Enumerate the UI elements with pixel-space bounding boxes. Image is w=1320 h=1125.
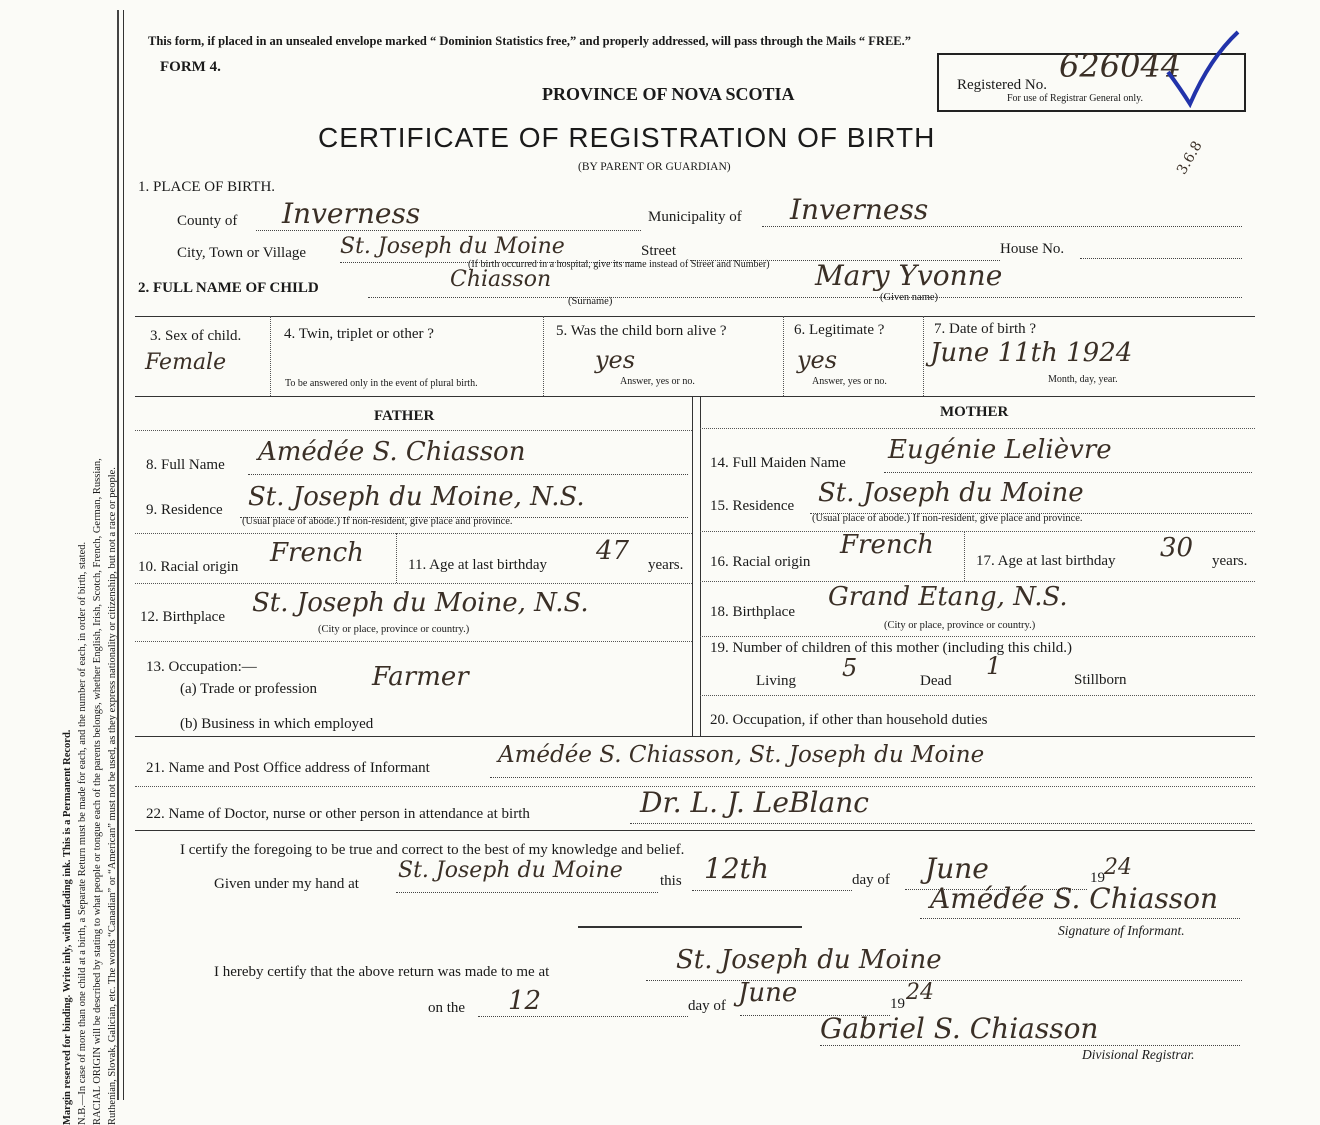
father-name-line bbox=[248, 474, 688, 475]
registrar-use-note: For use of Registrar General only. bbox=[1007, 93, 1143, 104]
given-under-label: Given under my hand at bbox=[214, 876, 359, 892]
top-notice: This form, if placed in an unsealed envelope marked “ Dominion Statistics free,” and properly addressed, will pass through the Mails “ FREE.” bbox=[148, 34, 912, 48]
hospital-note: (If birth occurred in a hospital, give its name instead of Street and Number) bbox=[468, 259, 770, 270]
city-label: City, Town or Village bbox=[177, 245, 307, 261]
mother-name: Eugénie Lelièvre bbox=[888, 435, 1112, 465]
cell-divider bbox=[964, 531, 965, 581]
section-rule bbox=[700, 531, 1255, 532]
certify-year: 24 bbox=[1104, 855, 1132, 880]
registrar-day-line bbox=[478, 1016, 688, 1017]
mother-residence-label: 15. Residence bbox=[710, 498, 795, 514]
father-residence-label: 9. Residence bbox=[146, 502, 223, 518]
mother-age: 30 bbox=[1160, 533, 1194, 563]
father-birthplace-note: (City or place, province or country.) bbox=[318, 624, 470, 635]
registrar-place: St. Joseph du Moine bbox=[676, 945, 942, 975]
twin-label: 4. Twin, triplet or other ? bbox=[284, 326, 434, 342]
sex-label: 3. Sex of child. bbox=[150, 328, 242, 344]
alive-note: Answer, yes or no. bbox=[620, 376, 695, 387]
section-rule bbox=[700, 428, 1255, 429]
registered-no-label: Registered No. bbox=[957, 77, 1047, 93]
mother-years-label: years. bbox=[1212, 553, 1248, 569]
row-rule bbox=[135, 736, 1255, 737]
cell-divider bbox=[783, 316, 784, 396]
section-rule bbox=[135, 533, 692, 534]
registrar-year: 24 bbox=[906, 980, 934, 1005]
cell-divider bbox=[923, 316, 924, 396]
cell-divider bbox=[270, 316, 271, 396]
dead-count: 1 bbox=[986, 652, 1002, 680]
informant-signature-line bbox=[920, 918, 1240, 919]
place-of-birth-label: 1. PLACE OF BIRTH. bbox=[138, 179, 276, 195]
street-label: Street bbox=[641, 243, 676, 259]
mother-name-line bbox=[884, 472, 1252, 473]
mother-age-label: 17. Age at last birthday bbox=[976, 553, 1116, 569]
mother-race: French bbox=[840, 530, 934, 560]
mother-birthplace: Grand Etang, N.S. bbox=[828, 582, 1068, 612]
mother-heading: MOTHER bbox=[940, 404, 1009, 420]
margin-line: Ruthenian, Slovak, Galician, etc. The words “Canadian” or “American” must not be used, as they express nationality or citizenship, but not a race or people. bbox=[107, 467, 118, 1125]
doctor-value: Dr. L. J. LeBlanc bbox=[640, 786, 869, 819]
mother-residence: St. Joseph du Moine bbox=[818, 478, 1084, 508]
doctor-line bbox=[630, 823, 1252, 824]
section-rule bbox=[135, 583, 692, 584]
house-no-label: House No. bbox=[1000, 241, 1065, 257]
father-age: 47 bbox=[596, 536, 630, 566]
mother-birthplace-label: 18. Birthplace bbox=[710, 604, 795, 620]
trade-label: (a) Trade or profession bbox=[180, 681, 318, 697]
father-name-label: 8. Full Name bbox=[146, 457, 225, 473]
mother-name-label: 14. Full Maiden Name bbox=[710, 455, 846, 471]
municipality-line bbox=[762, 226, 1242, 227]
occupation-label: 13. Occupation:— bbox=[146, 659, 257, 675]
child-surname: Chiasson bbox=[450, 267, 552, 292]
margin-instructions bbox=[60, 45, 120, 1125]
child-name-line bbox=[368, 297, 1242, 298]
stillborn-label: Stillborn bbox=[1074, 672, 1127, 688]
doctor-label: 22. Name of Doctor, nurse or other person in attendance at birth bbox=[146, 806, 530, 822]
cell-divider bbox=[396, 533, 397, 583]
city-value: St. Joseph du Moine bbox=[340, 234, 565, 259]
legitimate-value: yes bbox=[797, 346, 838, 374]
row-rule bbox=[135, 396, 1255, 397]
municipality-value: Inverness bbox=[790, 193, 929, 226]
margin-rule bbox=[123, 10, 124, 1100]
margin-line: RACIAL ORIGIN will be described by stating to what people or tongue each of the parents belongs, whether English, Irish, Scotch, French, German, Russian, bbox=[92, 458, 103, 1125]
given-place: St. Joseph du Moine bbox=[398, 858, 623, 883]
mother-birthplace-note: (City or place, province or country.) bbox=[884, 620, 1036, 631]
certify-text: I certify the foregoing to be true and correct to the best of my knowledge and belief. bbox=[180, 842, 685, 858]
cell-divider bbox=[543, 316, 544, 396]
registrar-day: 12 bbox=[508, 986, 542, 1016]
father-residence: St. Joseph du Moine, N.S. bbox=[248, 482, 585, 512]
this-label: this bbox=[660, 873, 682, 889]
house-no-line bbox=[1080, 258, 1242, 259]
county-label: County of bbox=[177, 213, 238, 229]
father-years-label: years. bbox=[648, 557, 684, 573]
year-prefix: 19 bbox=[1090, 870, 1105, 886]
page-title: CERTIFICATE OF REGISTRATION OF BIRTH bbox=[318, 122, 936, 153]
date-note: Month, day, year. bbox=[1048, 374, 1118, 385]
day-line bbox=[692, 890, 852, 891]
children-count-label: 19. Number of children of this mother (including this child.) bbox=[710, 640, 1073, 656]
father-race-label: 10. Racial origin bbox=[138, 559, 239, 575]
living-label: Living bbox=[756, 673, 796, 689]
registrar-signature: Gabriel S. Chiasson bbox=[820, 1012, 1099, 1045]
alive-label: 5. Was the child born alive ? bbox=[556, 323, 727, 339]
registrar-signature-line bbox=[820, 1045, 1240, 1046]
legitimate-note: Answer, yes or no. bbox=[812, 376, 887, 387]
page-subtitle: (BY PARENT OR GUARDIAN) bbox=[578, 161, 731, 173]
county-line bbox=[256, 230, 641, 231]
province-heading: PROVINCE OF NOVA SCOTIA bbox=[542, 84, 795, 104]
surname-label: (Surname) bbox=[568, 296, 613, 307]
column-divider bbox=[692, 396, 693, 736]
given-place-line bbox=[396, 892, 658, 893]
dead-label: Dead bbox=[920, 673, 952, 689]
business-label: (b) Business in which employed bbox=[180, 716, 374, 732]
corner-mark: 3.6.8 bbox=[1173, 138, 1206, 178]
form-number: FORM 4. bbox=[160, 59, 221, 75]
mother-race-label: 16. Racial origin bbox=[710, 554, 811, 570]
separator-rule bbox=[578, 926, 802, 928]
checkmark-icon bbox=[1160, 28, 1240, 108]
on-the-label: on the bbox=[428, 1000, 466, 1016]
municipality-label: Municipality of bbox=[648, 209, 742, 225]
registrar-month: June bbox=[738, 978, 798, 1008]
registrar-certify-text: I hereby certify that the above return was made to me at bbox=[214, 964, 550, 980]
informant-signature: Amédée S. Chiasson bbox=[930, 882, 1219, 915]
row-rule bbox=[135, 830, 1255, 831]
father-birthplace: St. Joseph du Moine, N.S. bbox=[252, 588, 589, 618]
row-rule bbox=[135, 316, 1255, 317]
section-rule bbox=[700, 695, 1255, 696]
father-trade: Farmer bbox=[372, 662, 469, 692]
child-given-name: Mary Yvonne bbox=[815, 259, 1003, 292]
living-count: 5 bbox=[842, 654, 858, 682]
registrar-year-prefix: 19 bbox=[890, 996, 905, 1012]
margin-line: Margin reserved for binding. Write inly, with unfading ink. This is a Permanent Record. bbox=[62, 729, 73, 1125]
registrar-place-line bbox=[646, 980, 1242, 981]
date-of-birth-value: June 11th 1924 bbox=[930, 338, 1133, 368]
father-name: Amédée S. Chiasson bbox=[258, 437, 526, 467]
informant-signature-label: Signature of Informant. bbox=[1058, 923, 1185, 938]
father-age-label: 11. Age at last birthday bbox=[408, 557, 547, 573]
alive-value: yes bbox=[595, 346, 636, 374]
legitimate-label: 6. Legitimate ? bbox=[794, 322, 885, 338]
father-birthplace-label: 12. Birthplace bbox=[140, 609, 225, 625]
mother-occupation-label: 20. Occupation, if other than household duties bbox=[710, 712, 988, 728]
twin-note: To be answered only in the event of plural birth. bbox=[285, 378, 478, 389]
father-heading: FATHER bbox=[374, 408, 435, 424]
section-rule bbox=[700, 636, 1255, 637]
child-name-label: 2. FULL NAME OF CHILD bbox=[138, 280, 319, 296]
margin-rule bbox=[117, 10, 119, 1100]
date-of-birth-label: 7. Date of birth ? bbox=[934, 321, 1037, 337]
section-rule bbox=[135, 641, 692, 642]
county-value: Inverness bbox=[282, 197, 421, 230]
registrar-day-of-label: day of bbox=[688, 998, 726, 1014]
informant-label: 21. Name and Post Office address of Informant bbox=[146, 760, 430, 776]
registrar-signature-label: Divisional Registrar. bbox=[1082, 1047, 1195, 1062]
section-rule bbox=[135, 430, 692, 431]
certify-month: June bbox=[925, 852, 989, 885]
informant-line bbox=[490, 777, 1252, 778]
margin-line: N.B.—In case of more than one child at a birth, a Separate Return must be made for each, and the number of each, in order of birth, stated. bbox=[77, 541, 88, 1125]
day-of-label: day of bbox=[852, 872, 890, 888]
father-race: French bbox=[270, 538, 364, 568]
mother-residence-note: (Usual place of abode.) If non-resident, give place and province. bbox=[812, 513, 1083, 524]
registration-number: 626044 bbox=[1059, 47, 1182, 85]
certify-day: 12th bbox=[704, 852, 769, 885]
informant-value: Amédée S. Chiasson, St. Joseph du Moine bbox=[498, 742, 985, 768]
sex-value: Female bbox=[145, 350, 227, 375]
given-name-label: (Given name) bbox=[880, 292, 939, 303]
column-divider bbox=[700, 396, 701, 736]
father-residence-note: (Usual place of abode.) If non-resident, give place and province. bbox=[242, 516, 513, 527]
